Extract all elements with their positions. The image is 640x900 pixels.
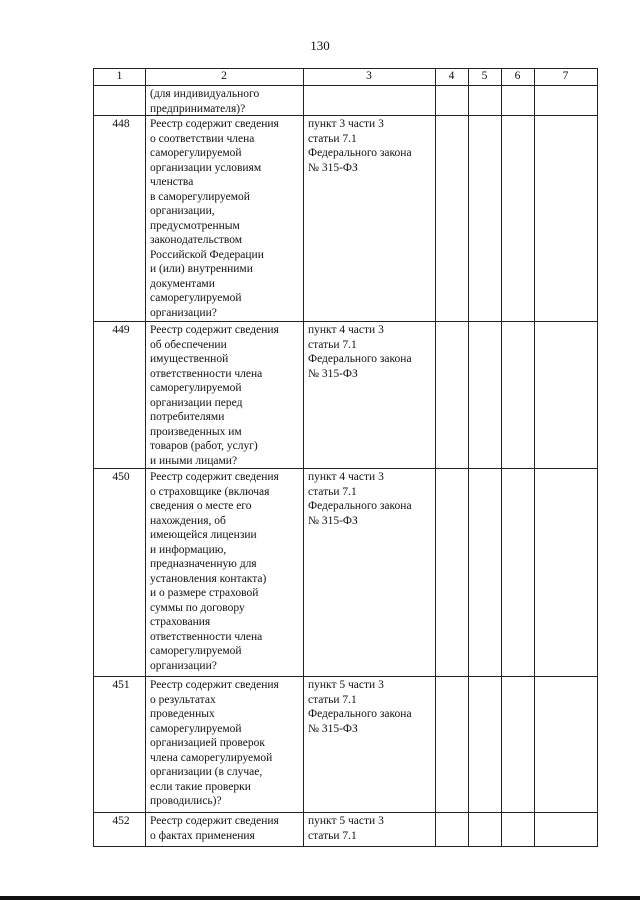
table-header-row [94, 69, 597, 85]
table-row [94, 468, 597, 677]
table-row [94, 115, 597, 322]
column-header-3: 3 [366, 70, 372, 82]
table-row [94, 321, 597, 469]
column-header-6: 6 [514, 70, 521, 82]
question-text: Реестр содержит сведения о фактах применения [150, 815, 279, 842]
legal-reference: пункт 4 части 3 статьи 7.1 Федерального закона № 315-ФЗ [308, 324, 412, 380]
question-text: Реестр содержит сведения о соответствии члена саморегулируемой организации условиям членства в саморегулируемой организации, предусмотренным законодательством Российской Федерации и (или) внутренними документами саморегулируемой организации? [150, 118, 279, 319]
table-row [94, 85, 597, 116]
question-text: Реестр содержит сведения об обеспечении имущественной ответственности члена саморегулируемой организации перед потребителями произведенных им товаров (работ, услуг) и иными лицами? [150, 324, 279, 467]
checklist-table [93, 68, 598, 847]
scan-border [0, 896, 640, 900]
column-header-1: 1 [116, 70, 123, 82]
table-row [94, 676, 597, 813]
column-header-7: 7 [562, 70, 569, 82]
row-number: 450 [112, 471, 130, 483]
question-text: Реестр содержит сведения о результатах проведенных саморегулируемой организацией проверок члена саморегулируемой организации (в случае, если такие проверки проводились)? [150, 679, 279, 807]
legal-reference: пункт 5 части 3 статьи 7.1 [308, 815, 384, 842]
row-number: 451 [112, 679, 130, 691]
row-number: 452 [112, 815, 130, 827]
legal-reference [308, 86, 436, 87]
legal-reference: пункт 4 части 3 статьи 7.1 Федерального закона № 315-ФЗ [308, 471, 412, 527]
page-number: 130 [310, 38, 330, 53]
column-header-5: 5 [481, 70, 488, 82]
legal-reference: пункт 5 части 3 статьи 7.1 Федерального закона № 315-ФЗ [308, 679, 412, 735]
row-number: 449 [112, 324, 130, 336]
question-text: (для индивидуального предпринимателя)? [150, 88, 260, 115]
column-header-4: 4 [448, 70, 455, 82]
row-number: 448 [112, 118, 130, 130]
row-number [96, 86, 146, 87]
table-row [94, 812, 597, 847]
legal-reference: пункт 3 части 3 статьи 7.1 Федерального закона № 315-ФЗ [308, 118, 412, 174]
column-header-2: 2 [221, 70, 227, 82]
question-text: Реестр содержит сведения о страховщике (включая сведения о месте его нахождения, об имеющейся лицензии и информацию, предназначенную для установления контакта) и о размере страховой суммы по договору страхования ответственности члена саморегулируемой организации? [150, 471, 279, 672]
